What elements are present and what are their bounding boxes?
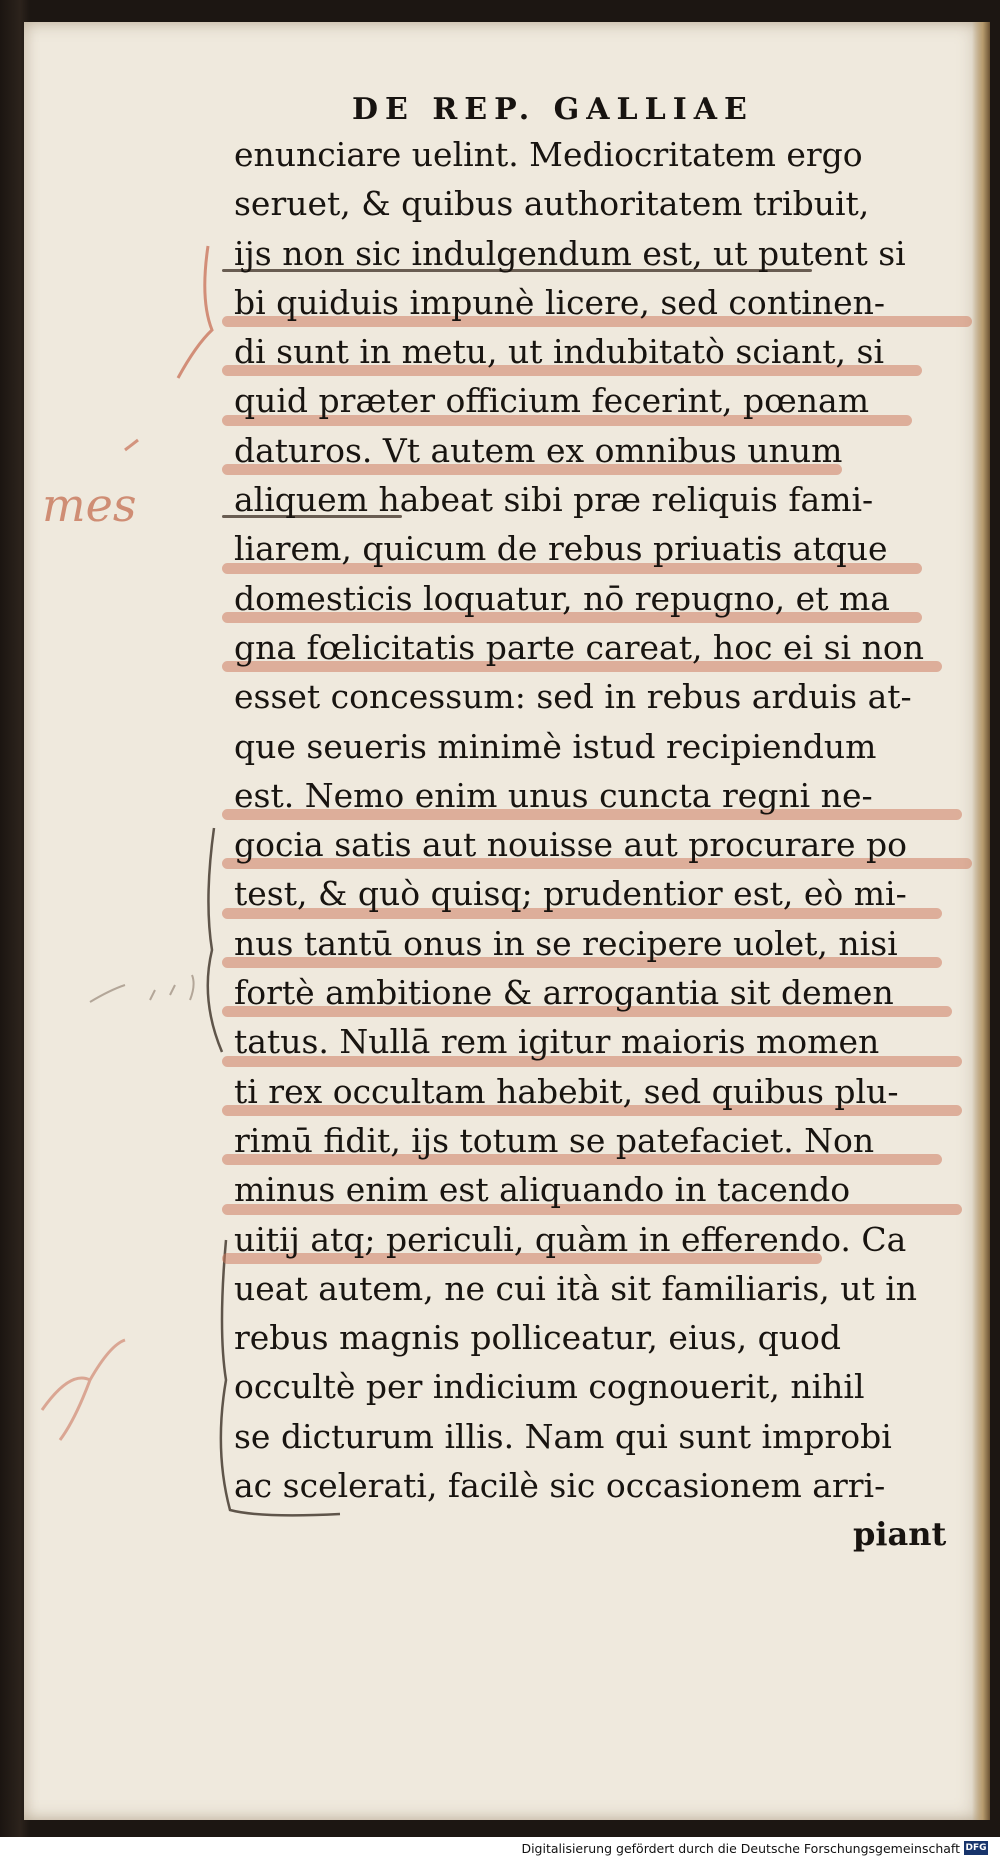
text-line: gocia satis aut nouisse aut procurare po [234,820,964,869]
text-line: ijs non sic indulgendum est, ut putent si [234,229,964,278]
text-line: esset concessum: sed in rebus arduis at- [234,677,912,717]
text-line: tatus. Nullā rem igitur maioris momen [234,1017,964,1066]
text-line: occultè per indicium cognouerit, nihil [234,1367,865,1407]
text-line: daturos. Vt autem ex omnibus unum [234,426,964,475]
text-line: enunciare uelint. Mediocritatem ergo [234,135,863,174]
text-line: seruet, & quibus authoritatem tribuit, [234,184,870,224]
text-line: bi quiduis impunè licere, sed continen- [234,278,964,327]
text-line: rebus magnis polliceatur, eius, quod [234,1318,842,1358]
text-line: ti rex occultam habebit, sed quibus plu- [234,1067,964,1116]
text-line: gna fœlicitatis parte careat, hoc ei si non [234,623,964,672]
text-line: aliquem habeat sibi præ reliquis fami- [234,475,964,524]
dfg-logo-icon: DFG [965,1843,987,1853]
body-text [234,130,964,1510]
catchword: piant [853,1515,947,1553]
text-line: fortè ambitione & arrogantia sit demen [234,968,964,1017]
text-line: ueat autem, ne cui ità sit familiaris, ut in [234,1268,918,1308]
text-line: test, & quò quisq; prudentior est, eò mi- [234,869,964,918]
marginal-note: mes [42,478,137,532]
text-line: minus enim est aliquando in tacendo [234,1165,964,1214]
text-line: liarem, quicum de rebus priuatis atque [234,524,964,573]
text-line: ac scelerati, facilè sic occasionem arri- [234,1466,886,1506]
running-head: DE REP. GALLIAE [352,92,754,127]
text-line: nus tantū onus in se recipere uolet, nisi [234,919,964,968]
text-line: est. Nemo enim unus cuncta regni ne- [234,771,964,820]
footer-bar [0,1837,1000,1859]
text-line: se dicturum illis. Nam qui sunt improbi [234,1416,892,1456]
text-line: rimū fidit, ijs totum se patefaciet. Non [234,1116,964,1165]
text-line: domesticis loquatur, nō repugno, et ma [234,574,964,623]
text-line: di sunt in metu, ut indubitatò sciant, si [234,327,964,376]
text-line: que seueris minimè istud recipiendum [234,726,877,766]
page-gutter [972,22,990,1820]
text-line: quid præter officium fecerint, pœnam [234,376,964,425]
footer-credit: Digitalisierung gefördert durch die Deutsche Forschungsgemeinschaft [521,1841,960,1856]
text-line: uitij atq; periculi, quàm in efferendo. Ca [234,1215,964,1264]
